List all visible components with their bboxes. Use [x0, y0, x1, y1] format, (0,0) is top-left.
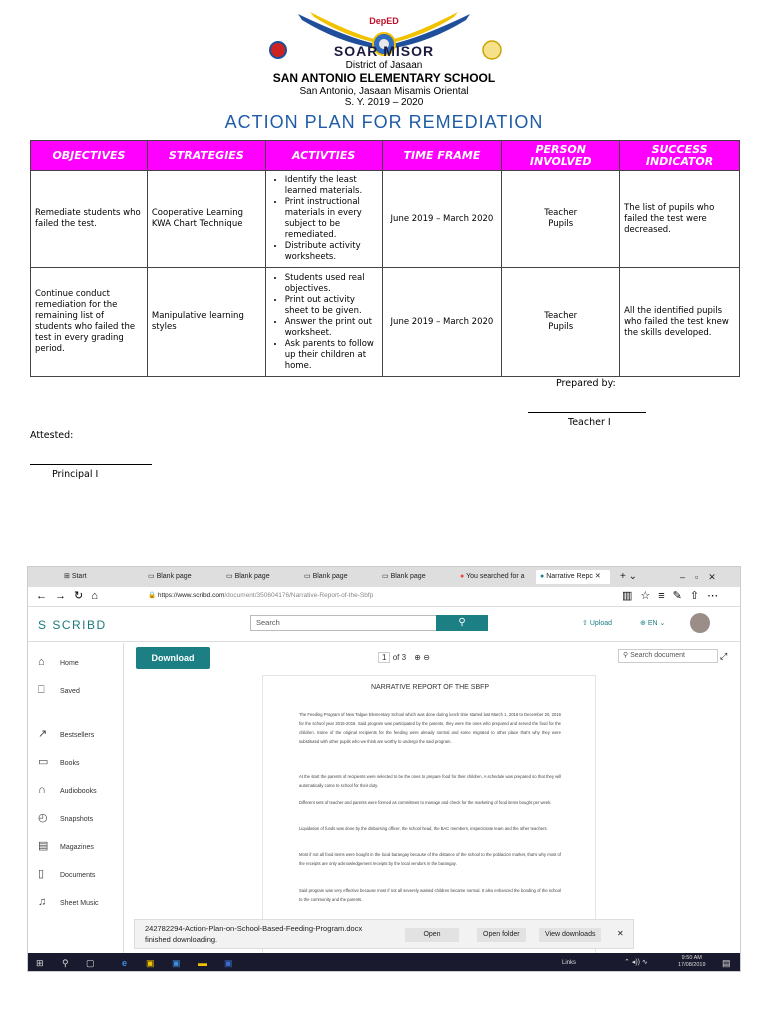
sidebar-item-home[interactable] [38, 655, 79, 669]
url-domain: https://www.scribd.com [157, 592, 225, 599]
activity-item: • Print out activity sheet to be given. [285, 295, 378, 317]
teacher-label: Teacher I [568, 417, 611, 428]
edge-icon[interactable]: e [122, 958, 128, 968]
app-icon[interactable]: ▣ [172, 958, 181, 968]
doc-paragraph: Said program was very effective because most if not all severely wasted children became normal. It also enhanced the bonding of the school to the community and the parents. [299, 888, 561, 902]
tab-label: Narrative Repc [546, 573, 593, 580]
browser-screenshot [27, 566, 741, 972]
tab-label: You searched for a [466, 573, 525, 580]
clock-date: 17/08/2019 [678, 962, 706, 968]
doc-paragraph: Different sets of teacher and parents were formed as committees to manage and check for the marketing of food items bought per week. [299, 800, 552, 805]
window-controls[interactable]: –▫✕ [680, 572, 726, 582]
scribd-header [28, 608, 741, 642]
scribd-logo[interactable]: S SCRIBD [38, 618, 107, 632]
activity-item: • Ask parents to follow up their children at home. [285, 339, 378, 372]
column-header: TIME FRAME [382, 141, 502, 171]
tab-blank-page[interactable]: ▭ Blank page [226, 573, 270, 580]
strategy-cell [147, 268, 265, 377]
district-label: District of Jasaan [345, 60, 423, 71]
tab-bar [28, 567, 741, 587]
principal-label: Principal I [52, 469, 99, 480]
sidebar-item-documents[interactable] [38, 867, 95, 881]
table-header-row [31, 141, 740, 171]
language-selector[interactable]: ⊕ EN ⌄ [640, 620, 666, 627]
music-note-icon: ♫ [38, 896, 47, 908]
tab-blank-page[interactable]: ▭ Blank page [304, 573, 348, 580]
tab-narrative-report[interactable]: ● Narrative Repc ✕ [536, 570, 610, 584]
brand-name: SCRIBD [52, 618, 107, 632]
upload-label: Upload [589, 620, 612, 627]
headphones-icon: ∩ [38, 784, 46, 796]
download-status: finished downloading. [145, 935, 218, 944]
open-button[interactable]: Open [405, 928, 459, 942]
activities-cell [265, 268, 382, 377]
indicator-cell: All the identified pupils who failed the test knew the skills developed. [620, 268, 740, 377]
tab-label: Blank page [390, 573, 426, 580]
language-label: EN [647, 620, 658, 627]
sidebar-item-label: Sheet Music [60, 900, 99, 907]
person-cell [502, 171, 620, 268]
sidebar-item-label: Audiobooks [60, 788, 97, 795]
table-row [31, 171, 740, 268]
taskbar [28, 953, 741, 972]
teacher-signature-line [528, 412, 646, 413]
tab-blank-page[interactable]: ▭ Blank page [382, 573, 426, 580]
page-number-input[interactable]: 1 [378, 652, 390, 663]
sidebar-item-label: Books [60, 760, 80, 767]
person-line: Teacher [544, 208, 578, 218]
download-button[interactable]: Download [136, 647, 210, 669]
column-header: SUCCESS INDICATOR [620, 141, 740, 171]
search-icon: ● [460, 573, 465, 580]
activity-item: • Answer the print out worksheet. [285, 317, 378, 339]
close-icon[interactable]: ✕ [617, 929, 624, 938]
tab-start[interactable]: ⊞ Start [64, 573, 87, 580]
nav-bar [28, 587, 741, 607]
objective-cell: Remediate students who failed the test. [31, 171, 148, 268]
document-icon: ▯ [38, 868, 45, 880]
doc-paragraph: At the start the parents of recipients were selected to be the ones to prepare food for their children. A schedule was prepared so that they will automatically come to school for their duty. [299, 774, 561, 788]
book-icon: ▭ [38, 756, 49, 768]
file-explorer-icon[interactable]: ▬ [198, 958, 207, 968]
clock[interactable] [678, 955, 706, 969]
browser-toolbar-icons[interactable]: ▥☆≡✎⇧⋯ [622, 590, 727, 602]
person-line: Pupils [548, 322, 574, 332]
url-path: /document/350604176/Narrative-Report-of-the-Sbfp [224, 592, 374, 599]
sidebar-item-magazines[interactable] [38, 839, 94, 853]
person-cell [502, 268, 620, 377]
column-header: PERSON INVOLVED [502, 141, 620, 171]
page-total: of 3 [392, 653, 407, 662]
tab-blank-page[interactable]: ▭ Blank page [148, 573, 192, 580]
strategy-line: KWA Chart Technique [151, 219, 243, 229]
scribd-sidebar [28, 643, 124, 953]
magazine-icon: ▤ [38, 840, 49, 852]
sidebar-item-label: Magazines [60, 844, 94, 851]
action-plan-table [30, 140, 740, 377]
tab-label: Blank page [312, 573, 348, 580]
search-input[interactable]: Search [250, 615, 462, 631]
strategy-cell [147, 171, 265, 268]
school-year: S. Y. 2019 – 2020 [344, 97, 424, 108]
taskbar-links[interactable]: Links [562, 960, 577, 966]
sidebar-item-label: Bestsellers [60, 732, 95, 739]
download-notification-bar [134, 919, 634, 949]
activities-cell [265, 171, 382, 268]
notification-icon[interactable]: ▤ [722, 958, 731, 968]
upload-button[interactable]: ⇧ Upload [582, 620, 612, 627]
soar-misor-logo [258, 8, 510, 64]
table-row [31, 268, 740, 377]
fullscreen-icon[interactable]: ⤢ [720, 651, 728, 661]
activity-item: • Identify the least learned materials. [285, 175, 378, 197]
tab-search-results[interactable] [456, 570, 534, 584]
trending-icon: ↗ [38, 728, 48, 740]
search-document-input[interactable]: ⚲ Search document [618, 649, 718, 663]
logo-deped-text: DepED [369, 16, 399, 26]
sidebar-item-bestsellers[interactable] [38, 727, 94, 741]
tab-label: Blank page [156, 573, 192, 580]
activity-item: • Print instructional materials in every subject to be remediated. [285, 197, 378, 241]
scribd-icon: ● [540, 573, 545, 580]
zoom-out-icon[interactable]: ⊖ [423, 653, 430, 662]
stopwatch-icon: ◴ [38, 812, 48, 824]
new-tab-button[interactable]: + ⌄ [620, 571, 637, 582]
column-header: OBJECTIVES [31, 141, 148, 171]
view-downloads-button[interactable]: View downloads [539, 928, 601, 942]
search-document-placeholder: Search document [630, 652, 685, 659]
home-icon: ⌂ [38, 656, 45, 668]
sidebar-item-sheet-music[interactable] [38, 895, 99, 909]
indicator-cell: The list of pupils who failed the test were decreased. [620, 171, 740, 268]
time-frame-cell: June 2019 – March 2020 [382, 268, 502, 377]
sidebar-item-label: Saved [60, 688, 80, 695]
store-icon[interactable]: ▣ [146, 958, 155, 968]
search-icon[interactable]: ⚲ [62, 958, 69, 968]
objective-cell: Continue conduct remediation for the remaining list of students who failed the test in every grading period. [31, 268, 148, 377]
logo-soar-misor-text: SOAR MISOR [333, 43, 435, 59]
tab-label: Start [71, 573, 87, 580]
strategy-line: Cooperative Learning [151, 208, 244, 218]
avatar[interactable] [690, 613, 710, 633]
bookmark-icon: ⎕ [38, 684, 45, 696]
time-frame-cell: June 2019 – March 2020 [382, 171, 502, 268]
person-line: Pupils [548, 219, 574, 229]
doc-paragraph: Liquidation of funds was done by the disbursing officer, the school head, the BAC members, inspectorate team and the other teachers. [299, 826, 548, 831]
column-header: STRATEGIES [147, 141, 265, 171]
page-navigator [378, 653, 430, 662]
zoom-in-icon[interactable]: ⊕ [414, 653, 421, 662]
nav-buttons[interactable]: ←→↻⌂ [36, 590, 106, 602]
attested-label: Attested: [30, 430, 74, 441]
search-button[interactable]: ⚲ [436, 615, 488, 631]
sidebar-item-label: Snapshots [60, 816, 94, 823]
sidebar-item-label: Home [60, 660, 79, 667]
windows-start-icon[interactable]: ⊞ [36, 958, 44, 968]
school-address: San Antonio, Jasaan Misamis Oriental [299, 86, 469, 97]
clock-time: 9:50 AM [681, 955, 702, 961]
page-title: ACTION PLAN FOR REMEDIATION [224, 112, 544, 132]
activity-item: • Distribute activity worksheets. [285, 241, 378, 263]
doc-paragraph: The Feeding Program of New Talgue Elementary School which was done during lunch time started last March 1, 2016 to December 20, 2016 for the school year 2015-2016. Said program was participated by the parents, they were the ones who prepared and served the food for the children. Some of the original recipients for the feeding were already normal and some migrated to other place that's why they were substituted with other pupils who we think are worthy to undergo the said program. [299, 712, 561, 744]
sidebar-item-label: Documents [60, 872, 96, 879]
open-folder-button[interactable]: Open folder [477, 928, 526, 942]
activity-item: • Students used real objectives. [285, 273, 378, 295]
address-bar[interactable]: 🔒 https://www.scribd.com/document/350604176/Narrative-Report-of-the-Sbfp [148, 592, 374, 599]
person-line: Teacher [544, 311, 578, 321]
sidebar-item-books[interactable] [38, 755, 79, 769]
task-view-icon[interactable]: ▢ [86, 958, 95, 968]
sidebar-item-snapshots[interactable] [38, 811, 93, 825]
word-icon[interactable]: ▣ [224, 958, 233, 968]
doc-paragraph: Most if not all food items were bought in the local barangay because of the distance of the school to the poblacion market, that's why most of the receipts are only acknowledgement receipts by the local vendors in the barangay. [299, 852, 561, 866]
column-header: ACTIVTIES [265, 141, 382, 171]
sidebar-item-audiobooks[interactable] [38, 783, 97, 797]
strategy-line: Manipulative learning styles [151, 311, 244, 332]
tab-label: Blank page [234, 573, 270, 580]
prepared-by-label: Prepared by: [556, 378, 616, 389]
sidebar-item-saved[interactable] [38, 683, 80, 697]
doc-title: NARRATIVE REPORT OF THE SBFP [370, 684, 490, 691]
download-filename: 242782294-Action-Plan-on-School-Based-Feeding-Program.docx [145, 924, 363, 933]
principal-signature-line [30, 464, 152, 465]
system-tray-icons[interactable]: ⌃ ◂)) ∿ [624, 959, 648, 966]
school-name: SAN ANTONIO ELEMENTARY SCHOOL [272, 71, 496, 85]
